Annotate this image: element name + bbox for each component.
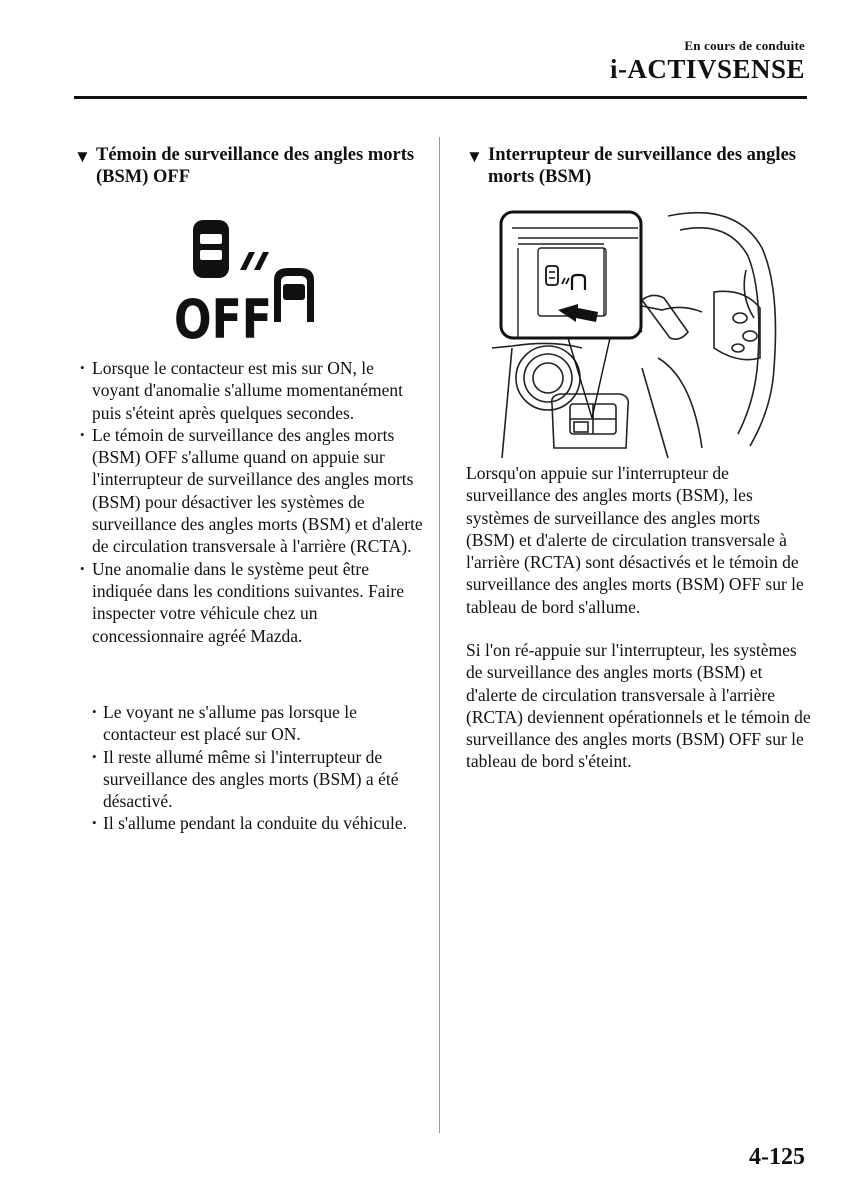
bullet-marker: •: [92, 748, 97, 764]
bullet-marker: •: [80, 426, 85, 442]
page-number: 4-125: [749, 1144, 805, 1170]
list-item: [92, 746, 422, 813]
page-title: i-ACTIVSENSE: [609, 54, 805, 84]
bullet-marker: •: [80, 560, 85, 576]
column-divider: [439, 137, 440, 1133]
list-item: [80, 357, 425, 424]
list-item: [80, 558, 425, 647]
sub-bullet-text: Il reste allumé même si l'interrupteur de surveillance des angles morts (BSM) a été désactivé.: [103, 746, 399, 812]
triangle-marker-icon: ▼: [74, 147, 91, 166]
list-item: [92, 701, 422, 746]
header-divider: [74, 96, 807, 99]
bullet-marker: •: [92, 815, 97, 831]
list-item: [80, 424, 425, 558]
malfunction-conditions-list: [92, 701, 422, 835]
sub-bullet-text: Il s'allume pendant la conduite du véhicule.: [103, 813, 407, 834]
bsm-off-indicator-icon: [174, 216, 324, 346]
bullet-marker: •: [92, 704, 97, 719]
switch-off-paragraph: Lorsqu'on appuie sur l'interrupteur de surveillance des angles morts (BSM), les systèmes de surveillance des angles morts (BSM) et d'alerte de circulation transversale à l'arrière (RCTA) sont désactivés et le témoin de surveillance des angles morts (BSM) OFF sur le tableau de bord s'allume.: [466, 463, 804, 617]
section-heading-text: Interrupteur de surveillance des angles morts (BSM): [488, 145, 796, 187]
section-heading-bsm-off-indicator: [74, 144, 424, 188]
bullet-text: Une anomalie dans le système peut être indiquée dans les conditions suivantes. Faire inspecter votre véhicule chez un concessionnaire agréé Mazda.: [92, 558, 405, 646]
triangle-marker-icon: ▼: [466, 147, 483, 166]
bullet-text: Lorsque le contacteur est mis sur ON, le voyant d'anomalie s'allume momentanément puis s'éteint après quelques secondes.: [92, 358, 404, 423]
switch-on-paragraph: Si l'on ré-appuie sur l'interrupteur, les systèmes de surveillance des angles morts (BSM) et d'alerte de circulation transversale à l'arrière (RCTA) deviennent opérationnels et le témoin de surveillance des angles morts (BSM) OFF sur le tableau de bord s'éteint.: [466, 640, 811, 772]
section-subtitle: En cours de conduite: [684, 38, 805, 53]
indicator-bullet-list: [80, 357, 425, 647]
bullet-text: Le témoin de surveillance des angles morts (BSM) OFF s'allume quand on appuie sur l'interrupteur de surveillance des angles morts (BSM) pour désactiver les systèmes de surveillance des angles morts (BSM) et d'alerte de circulation transversale à l'arrière (RCTA).: [92, 424, 423, 557]
off-label: OFF: [174, 288, 272, 346]
section-heading-bsm-switch: [466, 144, 806, 188]
section-heading-text: Témoin de surveillance des angles morts (BSM) OFF: [96, 145, 415, 187]
bullet-marker: •: [80, 360, 85, 375]
sub-bullet-text: Le voyant ne s'allume pas lorsque le contacteur est placé sur ON.: [103, 702, 357, 745]
list-item: [92, 812, 422, 834]
bsm-switch-location-illustration: [492, 208, 782, 460]
